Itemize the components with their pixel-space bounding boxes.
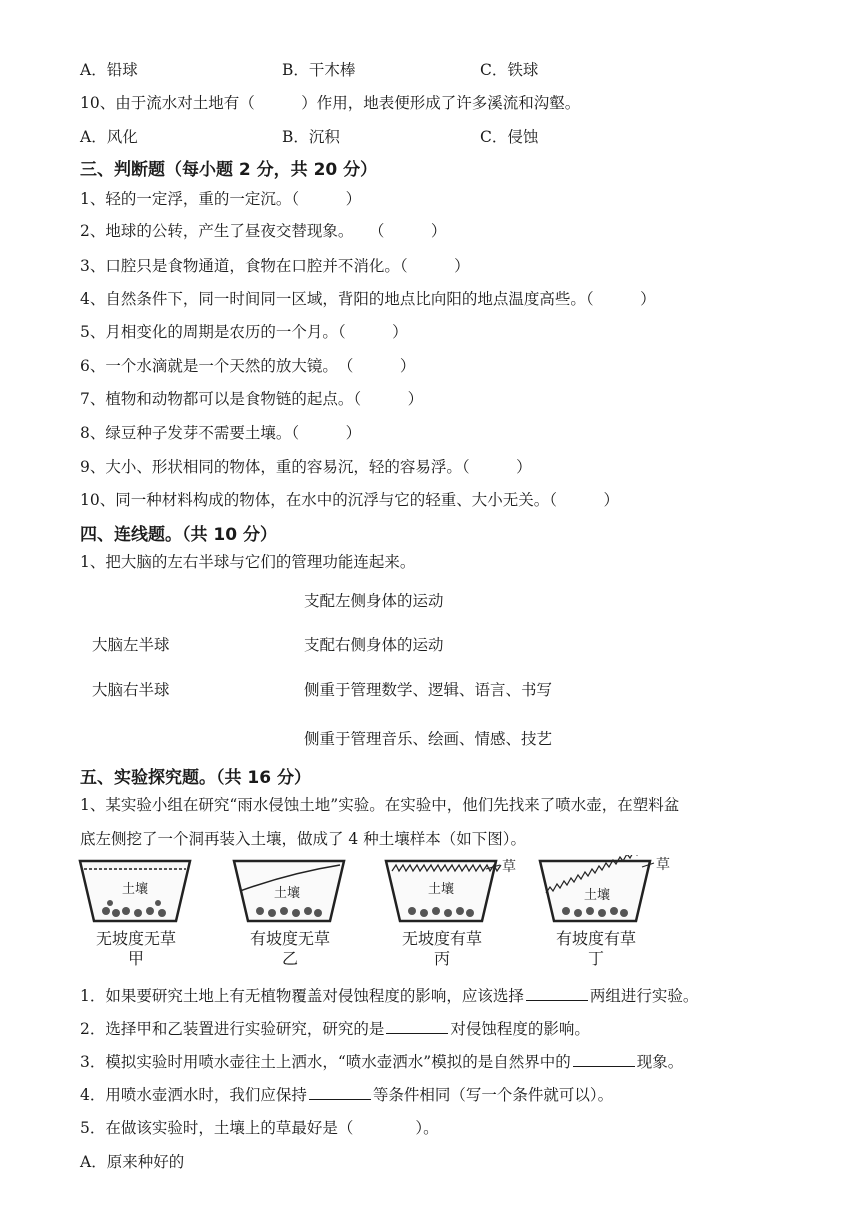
match-right-1: 支配左侧身体的运动 [304, 592, 444, 610]
q10-option-b: B．沉积 [282, 128, 340, 146]
pot-bing-name: 丙 [433, 949, 450, 968]
pot-ding-soil-label: 土壤 [584, 888, 611, 903]
exp-q1-before: 1．如果要研究土地上有无植物覆盖对侵蚀程度的影响，应该选择 [80, 987, 524, 1005]
pot-bing-diagram [382, 855, 522, 927]
q10-option-c: C．侵蚀 [480, 128, 539, 146]
section4-title: 四、连线题。（共 10 分） [80, 525, 277, 545]
pot-ding-grass-label: 草 [656, 857, 670, 873]
exp-q2-blank[interactable] [386, 1019, 448, 1034]
exp-q3 [80, 1052, 683, 1072]
pot-ding-caption: 有坡度有草 [555, 929, 636, 948]
pot-bing-soil-label: 土壤 [428, 882, 455, 897]
judge-item-6: 6、一个水滴就是一个天然的放大镜。 （ ） [80, 357, 416, 375]
pot-yi-name: 乙 [281, 949, 298, 968]
pot-bing-caption: 无坡度有草 [401, 929, 482, 948]
q9-option-c: C．铁球 [480, 61, 539, 79]
exp-q1-after: 两组进行实验。 [589, 987, 699, 1005]
exp-q5: 5．在做该实验时，土壤上的草最好是（ ）。 [80, 1119, 439, 1137]
judge-item-5: 5、月相变化的周期是农历的一个月。（ ） [80, 323, 408, 341]
section3-title: 三、判断题（每小题 2 分，共 20 分） [80, 160, 378, 180]
pot-jia-diagram [76, 855, 194, 927]
section5-title: 五、实验探究题。（共 16 分） [80, 768, 311, 788]
pot-bing-grass-label: 草 [502, 859, 516, 875]
pot-yi-diagram [230, 855, 348, 927]
exp-q1-blank[interactable] [526, 986, 588, 1001]
exp-q2-after: 对侵蚀程度的影响。 [450, 1020, 590, 1038]
match-right-3: 侧重于管理数学、逻辑、语言、书写 [304, 681, 553, 699]
exp-q5-option-a: A．原来种好的 [80, 1153, 185, 1171]
q10-option-a: A．风化 [80, 128, 138, 146]
q9-option-a: A．铅球 [80, 61, 138, 79]
match-right-2: 支配右侧身体的运动 [304, 636, 444, 654]
section5-intro-2: 底左侧挖了一个洞再装入土壤，做成了 4 种土壤样本（如下图）。 [80, 830, 526, 848]
judge-item-1: 1、轻的一定浮，重的一定沉。（ ） [80, 190, 362, 208]
judge-item-3: 3、口腔只是食物通道，食物在口腔并不消化。（ ） [80, 257, 470, 275]
exp-q3-after: 现象。 [636, 1053, 684, 1071]
pot-jia-caption: 无坡度无草 [95, 929, 176, 948]
pot-ding-name: 丁 [587, 949, 604, 968]
pot-ding-diagram [536, 855, 676, 927]
pot-jia-soil-label: 土壤 [122, 882, 149, 897]
judge-item-2: 2、地球的公转，产生了昼夜交替现象。 （ ） [80, 222, 447, 240]
exp-q2 [80, 1019, 590, 1039]
exp-q3-before: 3．模拟实验时用喷水壶往土上洒水，“喷水壶洒水”模拟的是自然界中的 [80, 1053, 571, 1071]
pot-yi-caption: 有坡度无草 [249, 929, 330, 948]
exp-q2-before: 2．选择甲和乙装置进行实验研究，研究的是 [80, 1020, 385, 1038]
judge-item-7: 7、植物和动物都可以是食物链的起点。（ ） [80, 390, 424, 408]
q9-option-b: B．干木棒 [282, 61, 356, 79]
exp-q4-blank[interactable] [309, 1085, 371, 1100]
exp-q3-blank[interactable] [573, 1052, 635, 1067]
pot-jia-name: 甲 [127, 949, 144, 968]
match-left-2: 大脑右半球 [92, 681, 170, 699]
exp-q4-before: 4．用喷水壶洒水时，我们应保持 [80, 1086, 307, 1104]
judge-item-10: 10、同一种材料构成的物体，在水中的沉浮与它的轻重、大小无关。（ ） [80, 491, 619, 509]
judge-item-8: 8、绿豆种子发芽不需要土壤。（ ） [80, 424, 362, 442]
judge-item-4: 4、自然条件下，同一时间同一区域，背阳的地点比向阳的地点温度高些。（ ） [80, 290, 656, 308]
match-left-1: 大脑左半球 [92, 636, 170, 654]
pot-yi-soil-label: 土壤 [274, 886, 301, 901]
q10-text: 10、由于流水对土地有（ ）作用，地表便形成了许多溪流和沟壑。 [80, 94, 581, 112]
exp-q1 [80, 986, 698, 1006]
section4-instruction: 1、把大脑的左右半球与它们的管理功能连起来。 [80, 553, 416, 571]
judge-item-9: 9、大小、形状相同的物体，重的容易沉，轻的容易浮。（ ） [80, 458, 532, 476]
soil-pots-figure [60, 855, 700, 985]
match-right-4: 侧重于管理音乐、绘画、情感、技艺 [304, 730, 553, 748]
exp-q4 [80, 1085, 613, 1105]
section5-intro-1: 1、某实验小组在研究“雨水侵蚀土地”实验。在实验中，他们先找来了喷水壶，在塑料盆 [80, 796, 680, 814]
exp-q4-after: 等条件相同（写一个条件就可以）。 [372, 1086, 614, 1104]
